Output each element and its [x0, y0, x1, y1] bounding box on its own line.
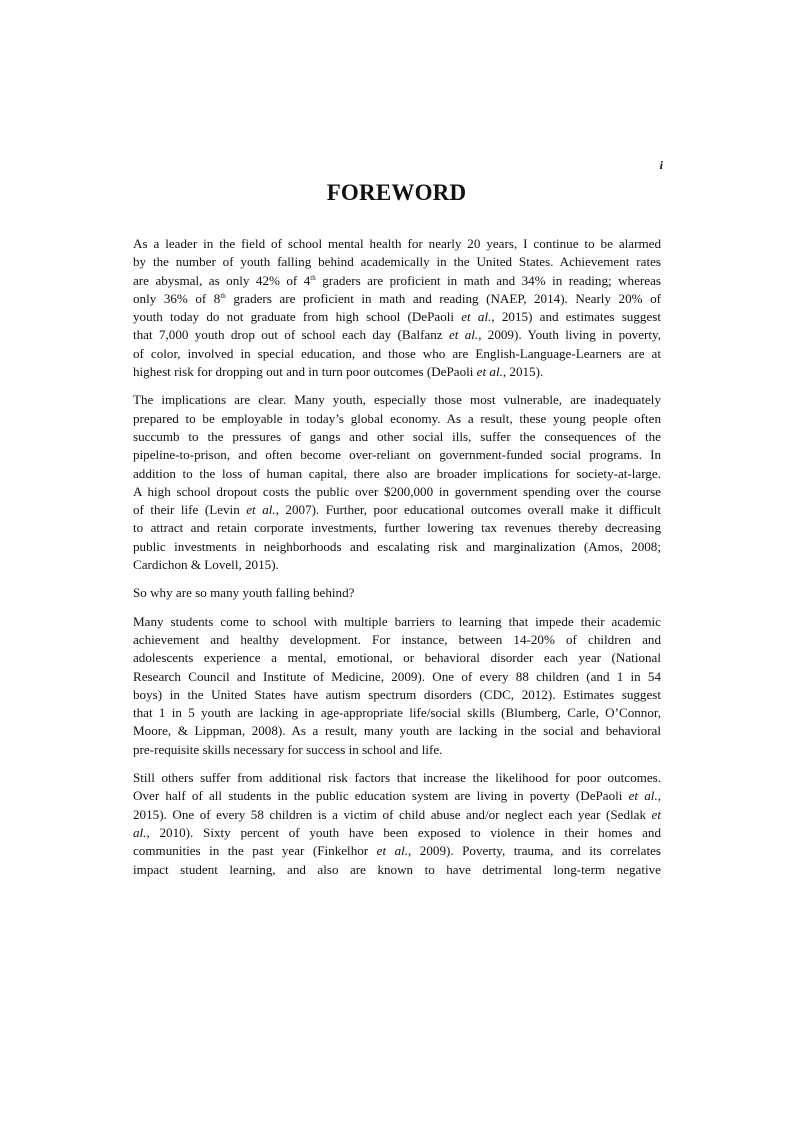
- text-run: Research Council and Institute of Medicine, 2009). One of every 88 children (and 1 in 54: [133, 668, 661, 684]
- foreword-body: [133, 235, 661, 889]
- paragraph: [133, 235, 661, 381]
- italic-text: et al.: [476, 364, 503, 380]
- text-line: [133, 326, 661, 344]
- text-line: [133, 556, 661, 574]
- page-title: FOREWORD: [326, 180, 467, 205]
- text-run: , 2015).: [502, 364, 544, 380]
- text-line: [133, 253, 661, 271]
- italic-text: et al.: [461, 309, 492, 325]
- text-run: by the number of youth falling behind academically in the United States. Achievement rates: [133, 254, 661, 270]
- text-run: of their life (Levin: [133, 502, 247, 518]
- paragraph: [133, 391, 661, 574]
- text-run: that 1 in 5 youth are lacking in age-appropriate life/social skills (Blumberg, Carle, O’Connor,: [133, 705, 661, 721]
- text-line: [133, 613, 661, 631]
- text-line: [133, 722, 661, 740]
- text-line: [133, 235, 661, 253]
- text-line: [133, 686, 661, 704]
- text-line: [133, 584, 661, 602]
- text-run: Over half of all students in the public education system are living in poverty (DePaoli: [133, 788, 629, 804]
- text-run: adolescents experience a mental, emotional, or behavioral disorder each year (National: [133, 650, 661, 666]
- text-line: [133, 345, 661, 363]
- superscript: th: [220, 291, 226, 300]
- superscript: th: [310, 273, 316, 282]
- text-line: [133, 787, 661, 805]
- italic-text: al.: [133, 824, 147, 840]
- text-run: Cardichon & Lovell, 2015).: [133, 557, 279, 573]
- text-line: [133, 483, 661, 501]
- text-run: , 2007). Further, poor educational outcomes overall make it difficult: [275, 502, 661, 518]
- paragraph: [133, 613, 661, 759]
- text-run: boys) in the United States have autism spectrum disorders (CDC, 2012). Estimates suggest: [133, 686, 661, 702]
- paragraph: [133, 584, 661, 602]
- text-line: [133, 428, 661, 446]
- text-run: youth today do not graduate from high school (DePaoli: [133, 309, 462, 325]
- text-run: A high school dropout costs the public over $200,000 in government spending over the course: [133, 483, 661, 499]
- text-line: [133, 446, 661, 464]
- text-run: communities in the past year (Finkelhor: [133, 843, 377, 859]
- text-run: pipeline-to-prison, and often become over-reliant on government-funded social programs. In: [133, 447, 661, 463]
- page-number: i: [659, 158, 663, 172]
- text-line: [133, 363, 661, 381]
- text-run: highest risk for dropping out and in turn poor outcomes (DePaoli: [133, 364, 477, 380]
- text-line: [133, 631, 661, 649]
- text-line: [133, 410, 661, 428]
- text-line: [133, 465, 661, 483]
- text-run: to attract and retain corporate investments, further lowering tax revenues thereby decreasing: [133, 520, 661, 536]
- text-run: public investments in neighborhoods and escalating risk and marginalization (Amos, 2008;: [133, 538, 661, 554]
- text-run: prepared to be employable in today’s global economy. As a result, these young people often: [133, 410, 661, 426]
- text-run: , 2009). Youth living in poverty,: [478, 327, 661, 343]
- text-line: [133, 501, 661, 519]
- text-run: The implications are clear. Many youth, especially those most vulnerable, are inadequately: [133, 392, 661, 408]
- text-run: pre-requisite skills necessary for success in school and life.: [133, 741, 443, 757]
- text-line: [133, 741, 661, 759]
- text-line: [133, 538, 661, 556]
- text-run: that 7,000 youth drop out of school each day (Balfanz: [133, 327, 449, 343]
- text-line: [133, 308, 661, 326]
- text-line: [133, 290, 661, 308]
- italic-text: et al.: [628, 788, 658, 804]
- text-line: [133, 649, 661, 667]
- text-run: ,: [657, 788, 661, 804]
- text-run: addition to the loss of human capital, there also are broader implications for society-at-large.: [133, 465, 661, 481]
- text-line: [133, 861, 661, 879]
- text-run: , 2009). Poverty, trauma, and its correlates: [408, 843, 661, 859]
- text-run: of color, involved in special education, and those who are English-Language-Learners are at: [133, 345, 661, 361]
- text-line: [133, 769, 661, 787]
- text-line: [133, 668, 661, 686]
- text-run: As a leader in the field of school mental health for nearly 20 years, I continue to be alarmed: [133, 236, 661, 251]
- text-line: [133, 824, 661, 842]
- text-run: Moore, & Lippman, 2008). As a result, many youth are lacking in the social and behavioral: [133, 723, 661, 739]
- text-run: 2015). One of every 58 children is a victim of child abuse and/or neglect each year (Sedlak: [133, 806, 652, 822]
- text-run: impact student learning, and also are known to have detrimental long-term negative: [133, 861, 661, 877]
- text-line: [133, 519, 661, 537]
- text-run: Still others suffer from additional risk factors that increase the likelihood for poor outcomes.: [133, 770, 661, 786]
- italic-text: et al.: [376, 843, 409, 859]
- italic-text: et al.: [246, 502, 276, 518]
- paragraph: [133, 769, 661, 879]
- text-run: graders are proficient in math and reading (NAEP, 2014). Nearly 20% of: [225, 290, 661, 306]
- text-line: [133, 391, 661, 409]
- text-run: succumb to the pressures of gangs and other social ills, suffer the consequences of the: [133, 428, 661, 444]
- text-run: So why are so many youth falling behind?: [133, 585, 355, 601]
- text-line: [133, 272, 661, 290]
- text-line: [133, 806, 661, 824]
- italic-text: et: [651, 806, 661, 822]
- text-line: [133, 842, 661, 860]
- text-run: , 2010). Sixty percent of youth have been exposed to violence in their homes and: [146, 824, 661, 840]
- text-run: , 2015) and estimates suggest: [491, 309, 661, 325]
- text-run: achievement and healthy development. For instance, between 14-20% of children and: [133, 631, 661, 647]
- text-run: are abysmal, as only 42% of 4: [133, 272, 311, 288]
- text-run: Many students come to school with multiple barriers to learning that impede their academic: [133, 613, 661, 629]
- text-run: graders are proficient in math and 34% in reading; whereas: [315, 272, 661, 288]
- italic-text: et al.: [448, 327, 479, 343]
- text-line: [133, 704, 661, 722]
- text-run: only 36% of 8: [133, 290, 221, 306]
